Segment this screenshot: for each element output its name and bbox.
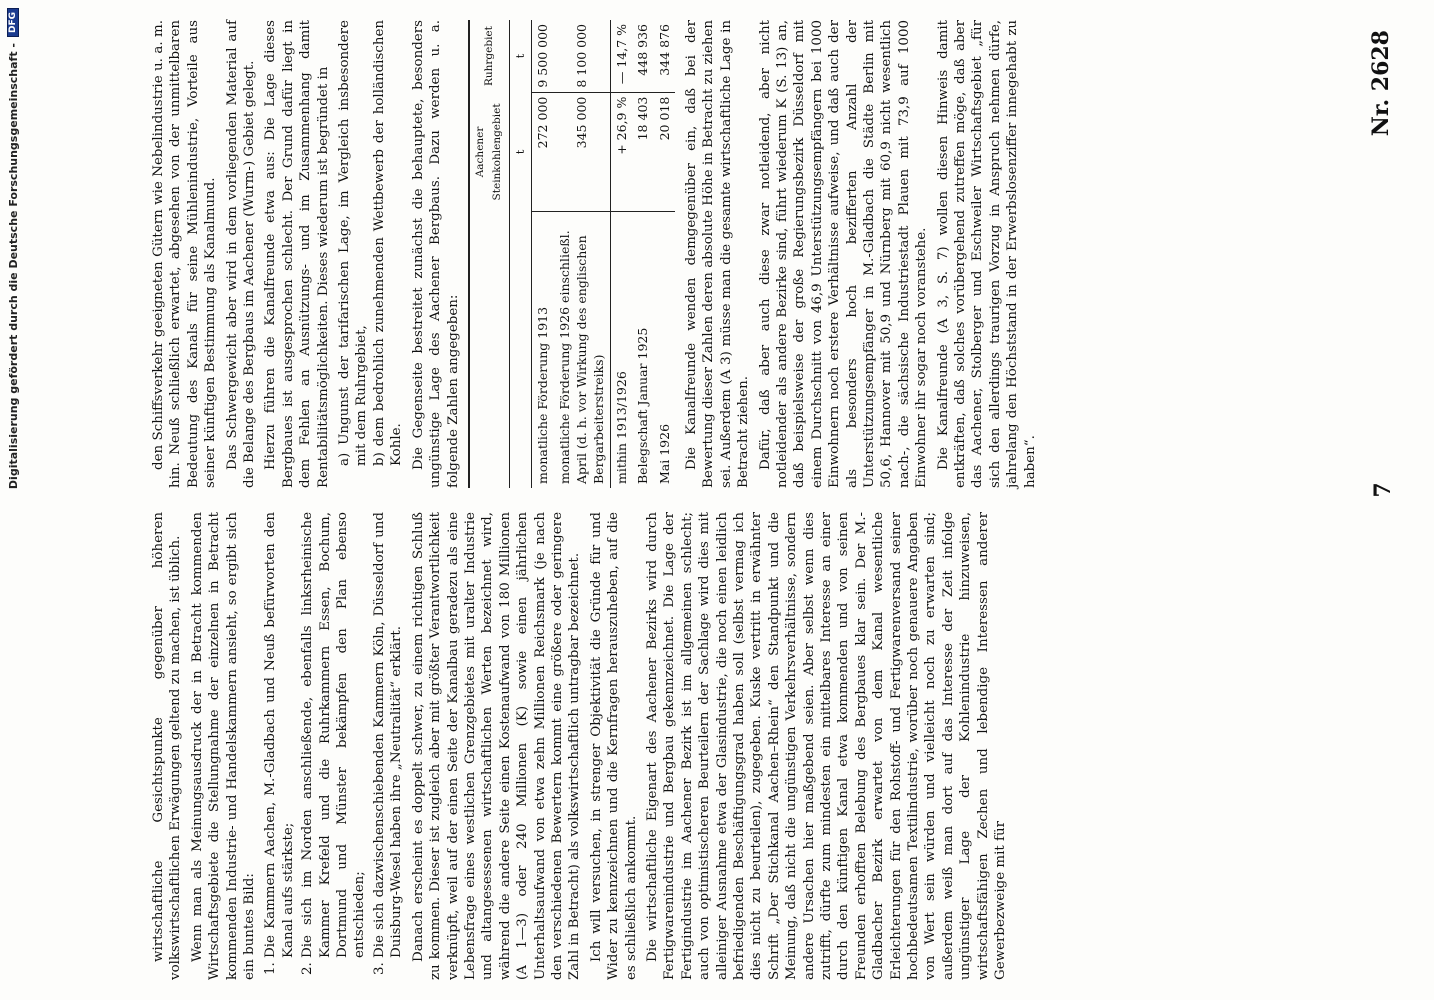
cell-ruhr: 344 876 xyxy=(654,20,675,92)
footer-strip xyxy=(0,0,26,1000)
col-header-ruhr: Ruhrgebiet xyxy=(469,20,509,92)
cell-aachen: 18 403 xyxy=(632,92,653,212)
row-label: monatliche Förderung 1926 einschließl. April (d. h. vor Wirkung des englischen Bergarbeiterstreiks) xyxy=(554,212,611,488)
paragraph: Die wirtschaftliche Eigenart des Aachener Bezirks wird durch Fertigwarenindustrie und Bergbau gekennzeichnet. Die Lage der Fertigindustrie im Aachener Bezirk ist im allgemeinen schlecht; auch von optimistischeren Beurteilern der Sachlage wird dies mit alleiniger Ausnahme etwa der Glasindustrie, die noch einen leidlich befriedigenden Beschäftigungsgrad haben soll (selbst vermag ich dies nicht zu beurteilen), zugegeben. Kuske vertritt in erwähnter Schrift „Der Stichkanal Aachen–Rhein“ den Standpunkt und die Meinung, daß nicht die ungünstigen Verkehrsverhältnisse, sondern andere Ursachen hier maßgebend seien. Aber selbst wenn dies zutrifft, dürfte zum mindesten ein mittelbares Interesse an einer durch den künftigen Kanal etwa kommenden und von seinen Freunden erhofften Belebung des Bergbaues klar sein. Der M.-Gladbacher Bezirk erwartet von dem Kanal wesentliche Erleichterungen für den Rohstoff- und Fertigwarenversand seiner hochbedeutsamen Textilindustrie, worüber noch genauere Angaben von Wert sein würden und vielleicht noch zu erwarten sind; außerdem weiß man dort auf das Interesse der Zeit infolge ungünstiger Lage der Kohlenindustrie hinzuweisen, wirtschaftsfähigen Zechen und lebendige Interessen anderer Gewerbezweige mit für xyxy=(644,512,1009,980)
cell-ruhr: 448 936 xyxy=(632,20,653,92)
paragraph: Danach erscheint es doppelt schwer, zu einem richtigen Schluß zu kommen. Dieser ist zugleich aber mit größter Verantwortlichkeit verknüpft, weil auf der einen Seite der Kanalbau geradezu als eine Lebensfrage eines westlichen Grenzgebietes mit uralter Industrie und altangesessenen wirtschaftlichen Werten bezeichnet wird, während die andere Seite einen Kostenaufwand von 180 Millionen (A 1—3) oder 240 Millionen (K) sowie einen jährlichen Unterhaltsaufwand von etwa zehn Millionen Reichsmark (je nach den verschiedenen Bewertern kommt eine größere oder geringere Zahl in Betracht) als volkswirtschaftlich untragbar bezeichnet. xyxy=(410,512,583,980)
cell-aachen: 345 000 xyxy=(554,92,611,212)
paragraph: Die Kanalfreunde (A 3, S. 7) wollen diesen Hinweis damit entkräften, daß solches vorübergehend zutreffen möge, daß aber das Aachener, Stolberger und Eschweiler Wirtschaftsgebiet „für sich den allerdings traurigen Vorzug in Anspruch nehmen dürfe, jahrelang den Höchststand in der Erwerbslosenziffer innegehabt zu haben“. xyxy=(935,20,1038,488)
unit-blank xyxy=(509,212,531,488)
chamber-list xyxy=(262,512,405,980)
right-column xyxy=(150,20,1043,488)
page-number: 7 xyxy=(1370,482,1396,498)
text-body xyxy=(150,20,1050,980)
paragraph: wirtschaftliche Gesichtspunkte gegenüber höheren volkswirtschaftlichen Erwägungen geltend zu machen, ist üblich. xyxy=(151,512,184,980)
list-item xyxy=(336,20,371,466)
list-marker: a) xyxy=(337,452,353,466)
table-row xyxy=(532,20,554,488)
cell-ruhr: 9 500 000 xyxy=(532,20,554,92)
funding-note: Digitalisierung gefördert durch die Deutsche Forschungsgemeinschaft - xyxy=(6,43,20,490)
cell-ruhr: 8 100 000 xyxy=(554,20,611,92)
paragraph: Das Schwergewicht aber wird in dem vorliegenden Material auf die Belange des Bergbaus im Aachener (Wurm-) Gebiet gelegt. xyxy=(224,20,258,488)
unit-aachen: t xyxy=(509,92,531,212)
row-label: mithin 1913/1926 xyxy=(613,371,629,484)
cell-aachen: 20 018 xyxy=(654,92,675,212)
cell-aachen: + 26,9 % xyxy=(610,92,632,212)
table-row xyxy=(554,20,611,488)
table-row xyxy=(610,20,632,488)
list-marker: b) xyxy=(371,452,387,466)
unit-ruhr: t xyxy=(509,20,531,92)
paragraph: Hierzu führen die Kanalfreunde etwa aus: Die Lage dieses Bergbaues ist ausgesprochen schlecht. Der Grund dafür liegt in dem Fehlen an Ausnützungs- und im Zusammenhang damit Rentabilitätsmöglichkeiten. Dieses wiederum ist begründet in xyxy=(263,20,331,488)
col-header-aachen: Aachener Steinkohlengebiet xyxy=(469,92,509,212)
dfg-logo: DFG xyxy=(7,8,19,37)
list-item: 1. Die Kammern Aachen, M.-Gladbach und Neuß befürworten den Kanal aufs stärkste; xyxy=(262,512,297,958)
row-label: Belegschaft Januar 1925 xyxy=(635,327,651,484)
table-corner xyxy=(469,212,509,488)
table-row xyxy=(632,20,653,488)
statistics-table xyxy=(468,20,675,488)
list-item: 2. Die sich im Norden anschließende, ebenfalls linksrheinische Kammer Krefeld und die Ruhrkammern Essen, Bochum, Dortmund und Münster bekämpfen den Plan ebenso entschieden; xyxy=(299,512,369,958)
paragraph: Wenn man als Meinungsausdruck der in Betracht kommenden Wirtschaftsgebiete die Stellungnahme der einzelnen in Betracht kommenden Industrie- und Handelskammern ansieht, so ergibt sich ein buntes Bild: xyxy=(189,512,258,980)
list-text: Ungunst der tarifarischen Lage, im Vergleich insbesondere mit dem Ruhrgebiet, xyxy=(337,20,370,466)
row-label: Mai 1926 xyxy=(656,423,672,484)
list-text: dem bedrohlich zunehmenden Wettbewerb der holländischen Kohle. xyxy=(371,20,405,466)
paragraph: Die Gegenseite bestreitet zunächst die behauptete, besonders ungünstige Lage des Aachener Bergbaus. Dazu werden u. a. folgende Zahlen angegeben: xyxy=(410,20,461,488)
left-column xyxy=(150,512,1014,980)
cell-aachen: 272 000 xyxy=(532,92,554,212)
cell-ruhr: — 14,7 % xyxy=(610,20,632,92)
cause-list xyxy=(336,20,406,488)
table-row xyxy=(654,20,675,488)
paragraph: Ich will versuchen, in strenger Objektivität die Gründe für und Wider zu kennzeichnen und die Kernfragen herauszuheben, auf die es schließlich ankommt. xyxy=(588,512,639,980)
paragraph: Dafür, daß aber auch diese zwar notleidend, aber nicht notleidender als andere Bezirke sind, führt wiederum K (S. 13) an, daß beispielsweise der große Regierungsbezirk Düsseldorf mit einem Durchschnitt von 46,9 Unterstützungsempfängern bei 1000 Einwohnern noch erstere Verhältnisse aufweise, und daß auch der als besonders hoch bezifferten Anzahl der Unterstützungsempfänger in M.-Gladbach die Städte Berlin mit 50,6, Hannover mit 50,9 und Nürnberg mit 60,9 nicht wesentlich nach-, die sächsische Industriestadt Plauen mit 73,9 auf 1000 Einwohner ihr sogar noch voranstehe. xyxy=(757,20,930,488)
list-item xyxy=(371,20,406,466)
paragraph: Die Kanalfreunde wenden demgegenüber ein, daß bei der Bewertung dieser Zahlen deren absolute Höhe in Betracht zu ziehen sei. Außerdem (A 3) müsse man die gesamte wirtschaftliche Lage in Betracht ziehen. xyxy=(683,20,752,488)
document-number: Nr. 2628 xyxy=(1368,30,1394,137)
list-item: 3. Die sich dazwischenschiebenden Kammern Köln, Düsseldorf und Duisburg-Wesel haben ihre „Neutralität“ erklärt. xyxy=(371,512,406,958)
row-label: monatliche Förderung 1913 xyxy=(535,306,551,484)
paragraph: den Schiffsverkehr geeigneten Gütern wie Nebelindustrie u. a. m. hin. Neuß schließlich erwartet, abgesehen von der unmittelbaren Bedeutung des Kanals für seine Mühlenindustrie, Vorteile aus seiner künftigen Bestimmung als Kanalmund. xyxy=(151,20,219,488)
